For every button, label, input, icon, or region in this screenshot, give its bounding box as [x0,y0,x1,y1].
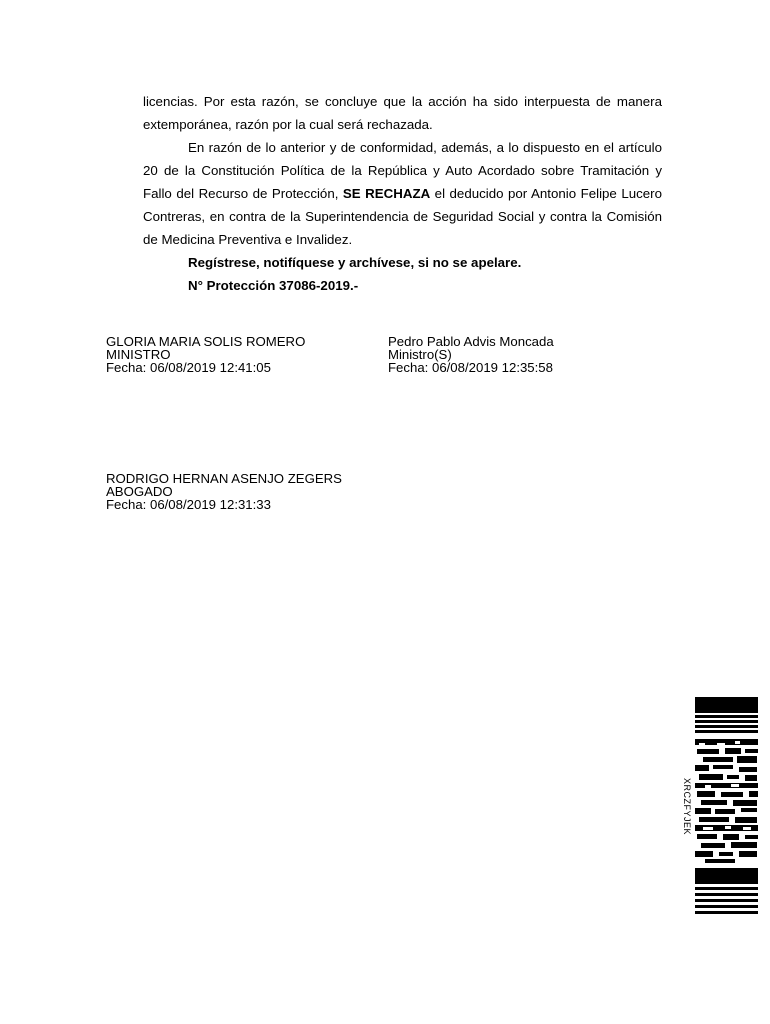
signature-date: Fecha: 06/08/2019 12:41:05 [106,360,271,375]
closing-line: Regístrese, notifíquese y archívese, si no se apelare. [188,255,522,270]
signature-date: Fecha: 06/08/2019 12:31:33 [106,497,271,512]
signer-name: RODRIGO HERNAN ASENJO ZEGERS [106,471,342,486]
signer-role: Ministro(S) [388,347,452,362]
barcode-bottom-bars [695,868,758,914]
verification-code: XRCZFYJEK [682,778,692,836]
signature-block-3 [106,472,342,511]
barcode-top-bars [695,697,758,733]
signer-role: ABOGADO [106,484,173,499]
resolution-body [143,90,662,297]
signer-name: GLORIA MARIA SOLIS ROMERO [106,334,306,349]
paragraph-2-text-after: el deducido por Antonio Felipe Lucero Contreras, en contra de la Superintendencia de Seguridad Social y contra la Comisión de Medicina Preventiva e Invalidez. [143,186,662,247]
signature-block-2 [388,335,554,374]
paragraph-1: licencias. Por esta razón, se concluye que la acción ha sido interpuesta de manera extemporánea, razón por la cual será rechazada. [143,94,662,132]
ruling-bold-text: SE RECHAZA [342,186,431,201]
signer-role: MINISTRO [106,347,171,362]
signer-name: Pedro Pablo Advis Moncada [388,334,554,349]
case-number: N° Protección 37086-2019.- [188,278,359,293]
verification-barcode [695,697,758,917]
barcode-matrix [695,739,758,863]
signature-block-1 [106,335,305,374]
signature-date: Fecha: 06/08/2019 12:35:58 [388,360,553,375]
paragraph-2-text-before: En razón de lo anterior y de conformidad, además, a lo dispuesto en el artículo 20 de la Constitución Política de la República y Auto Acordado sobre Tramitación y Fallo del Recurso de Protección, [143,140,662,201]
paragraph-2 [143,136,662,251]
